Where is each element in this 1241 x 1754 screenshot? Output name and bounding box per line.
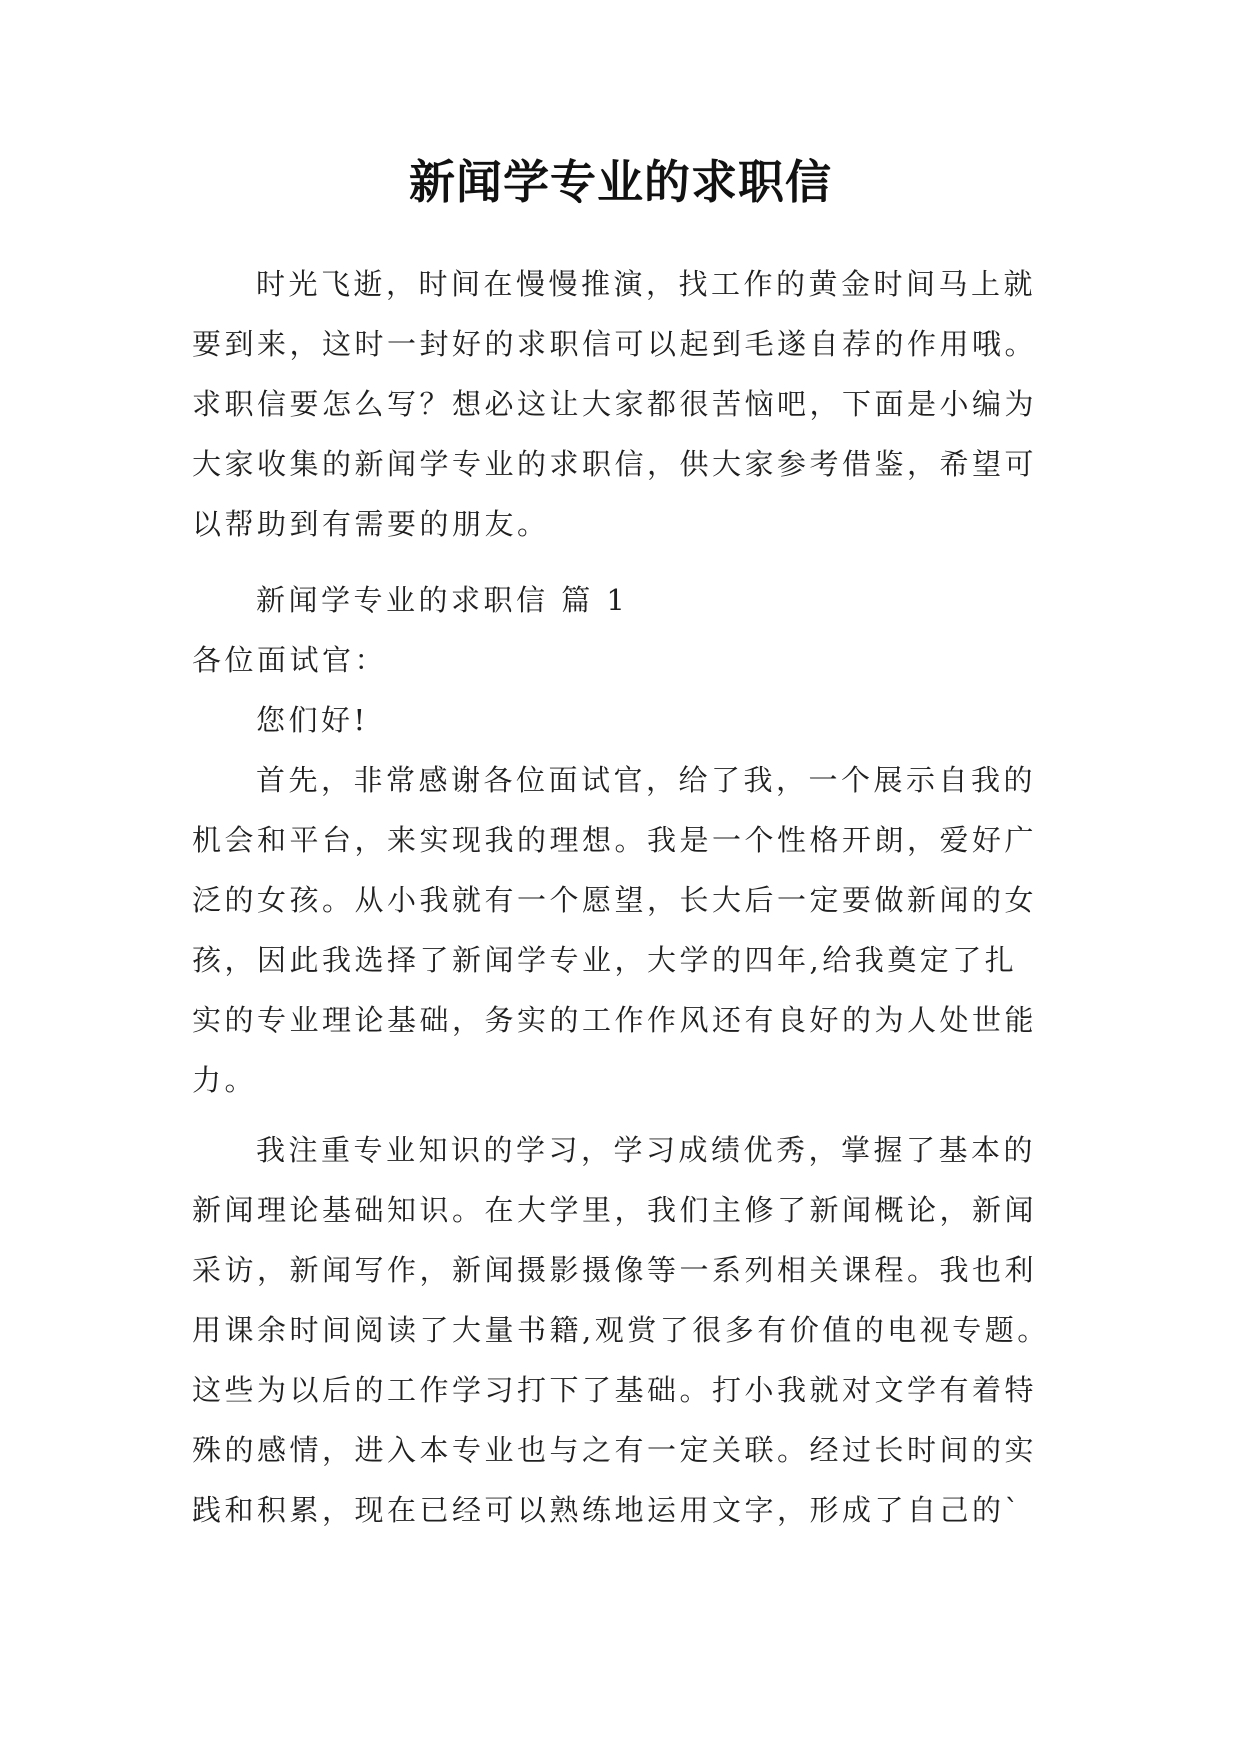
body-line: 践和积累，现在已经可以熟练地运用文字，形成了自己的`	[192, 1493, 1023, 1527]
intro-line: 大家收集的新闻学专业的求职信，供大家参考借鉴，希望可	[192, 447, 1038, 481]
body-line: 实的专业理论基础，务实的工作作风还有良好的为人处世能	[192, 1003, 1038, 1037]
greeting-block	[192, 690, 1052, 750]
salutation: 各位面试官：	[192, 643, 388, 677]
body-line: 孩，因此我选择了新闻学专业，大学的四年,给我奠定了扎	[192, 943, 1018, 977]
section-heading-block	[192, 570, 1052, 630]
intro-paragraph	[192, 254, 1052, 554]
intro-line: 时光飞逝，时间在慢慢推演，找工作的黄金时间马上就	[256, 267, 1037, 301]
body-line: 机会和平台，来实现我的理想。我是一个性格开朗，爱好广	[192, 823, 1038, 857]
document-title: 新闻学专业的求职信	[409, 155, 832, 209]
body-line: 用课余时间阅读了大量书籍,观赏了很多有价值的电视专题。	[192, 1313, 1050, 1347]
body-line: 泛的女孩。从小我就有一个愿望，长大后一定要做新闻的女	[192, 883, 1038, 917]
body-line: 我注重专业知识的学习，学习成绩优秀，掌握了基本的	[256, 1133, 1037, 1167]
body-line: 力。	[192, 1063, 258, 1097]
intro-line: 要到来，这时一封好的求职信可以起到毛遂自荐的作用哦。	[192, 327, 1038, 361]
section-heading: 新闻学专业的求职信 篇 1	[256, 583, 629, 617]
body-line: 新闻理论基础知识。在大学里，我们主修了新闻概论，新闻	[192, 1193, 1038, 1227]
body-line: 采访，新闻写作，新闻摄影摄像等一系列相关课程。我也利	[192, 1253, 1038, 1287]
intro-line: 以帮助到有需要的朋友。	[192, 507, 550, 541]
body-line: 殊的感情，进入本专业也与之有一定关联。经过长时间的实	[192, 1433, 1038, 1467]
intro-line: 求职信要怎么写？想必这让大家都很苦恼吧，下面是小编为	[192, 387, 1038, 421]
body-line: 首先，非常感谢各位面试官，给了我，一个展示自我的	[256, 763, 1037, 797]
body-paragraph-1	[192, 750, 1052, 1110]
greeting: 您们好!	[256, 703, 369, 737]
body-paragraph-2	[192, 1120, 1052, 1540]
salutation-block	[192, 630, 1052, 690]
body-line: 这些为以后的工作学习打下了基础。打小我就对文学有着特	[192, 1373, 1038, 1407]
